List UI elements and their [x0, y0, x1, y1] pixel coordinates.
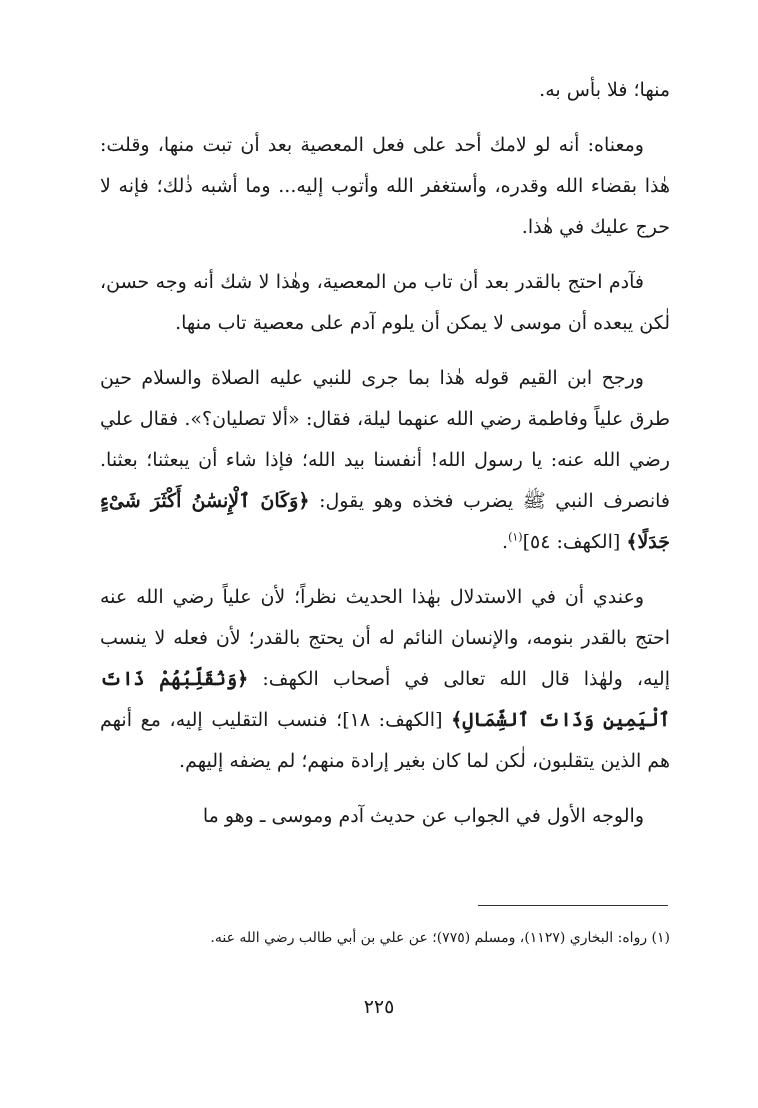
paragraph-5-text: وعندي أن في الاستدلال بهٰذا الحديث نظراً؛ لأن علياً رضي الله عنه احتج بالقدر بنومه، والإنسان النائم له أن يحتج بالقدر؛ لأن فعله لا ينسب إليه، ولهٰذا قال الله تعالى في أصحاب الكهف:: [100, 586, 670, 690]
paragraph-4-text: ورجح ابن القيم قوله هٰذا بما جرى للنبي عليه الصلاة والسلام حين طرق علياً وفاطمة رضي الله عنهما ليلة، فقال: «ألا تصليان؟». فقال علي رضي الله عنه: يا رسول الله! أنفسنا بيد الله؛ فإذا شاء أن يبعثنا؛ بعثنا. فانصرف النبي ﷺ يضرب فخذه وهو يقول:: [100, 367, 671, 512]
paragraph-4: ورجح ابن القيم قوله هٰذا بما جرى للنبي عليه الصلاة والسلام حين طرق علياً وفاطمة رضي الله عنهما ليلة، فقال: «ألا تصليان؟». فقال علي رضي الله عنه: يا رسول الله! أنفسنا بيد الله؛ فإذا شاء أن يبعثنا؛ بعثنا. فانصرف النبي ﷺ يضرب فخذه وهو يقول: ﴿وَكَانَ ٱلْإِنسَٰنُ أَكْثَرَ شَىْءٍ جَدَلًا﴾ [الكهف: ٥٤]$^{(١)}$.: [100, 367, 671, 553]
quran-verse-kahf-18: ﴿وَنُقَلِّبُهُمْ ذَاتَ ٱلْيَمِينِ وَذَاتَ ٱلشِّمَالِ﴾: [100, 668, 670, 731]
paragraph-2: ومعناه: أنه لو لامك أحد على فعل المعصية بعد أن تبت منها، وقلت: هٰذا بقضاء الله وقدره، وأستغفر الله وأتوب إليه... وما أشبه ذٰلك؛ فإنه لا حرج عليك في هٰذا.: [100, 134, 670, 238]
page-number: ٢٢٥: [363, 996, 395, 1018]
footnote-marker: (١): [508, 530, 523, 544]
footnote: (١) رواه: البخاري (١١٢٧)، ومسلم (٧٧٥)؛ عن علي بن أبي طالب رضي الله عنه.: [210, 930, 670, 946]
paragraph-5-continuation: فنسب التقليب إليه، مع أنهم هم الذين يتقلبون، لٰكن لما كان بغير إرادة منهم؛ لم يضفه إليهم.: [100, 709, 670, 772]
paragraph-6: والوجه الأول في الجواب عن حديث آدم وموسى ـ وهو ما: [202, 805, 644, 827]
verse-reference-54: [الكهف: ٥٤]: [522, 531, 621, 553]
main-text: [100, 70, 670, 851]
paragraph-3: فآدم احتج بالقدر بعد أن تاب من المعصية، وهٰذا لا شك أنه وجه حسن، لٰكن يبعده أن موسى لا يمكن أن يلوم آدم على معصية تاب منها.: [100, 271, 670, 334]
verse-reference-18: [الكهف: ١٨]؛: [336, 709, 443, 731]
paragraph-1: منها؛ فلا بأس به.: [539, 79, 670, 101]
paragraph-5: [100, 577, 670, 782]
footnote-divider: [478, 905, 668, 906]
quran-verse-kahf-54: ﴿وَكَانَ ٱلْإِنسَٰنُ أَكْثَرَ شَىْءٍ جَدَلًا﴾: [100, 490, 670, 553]
